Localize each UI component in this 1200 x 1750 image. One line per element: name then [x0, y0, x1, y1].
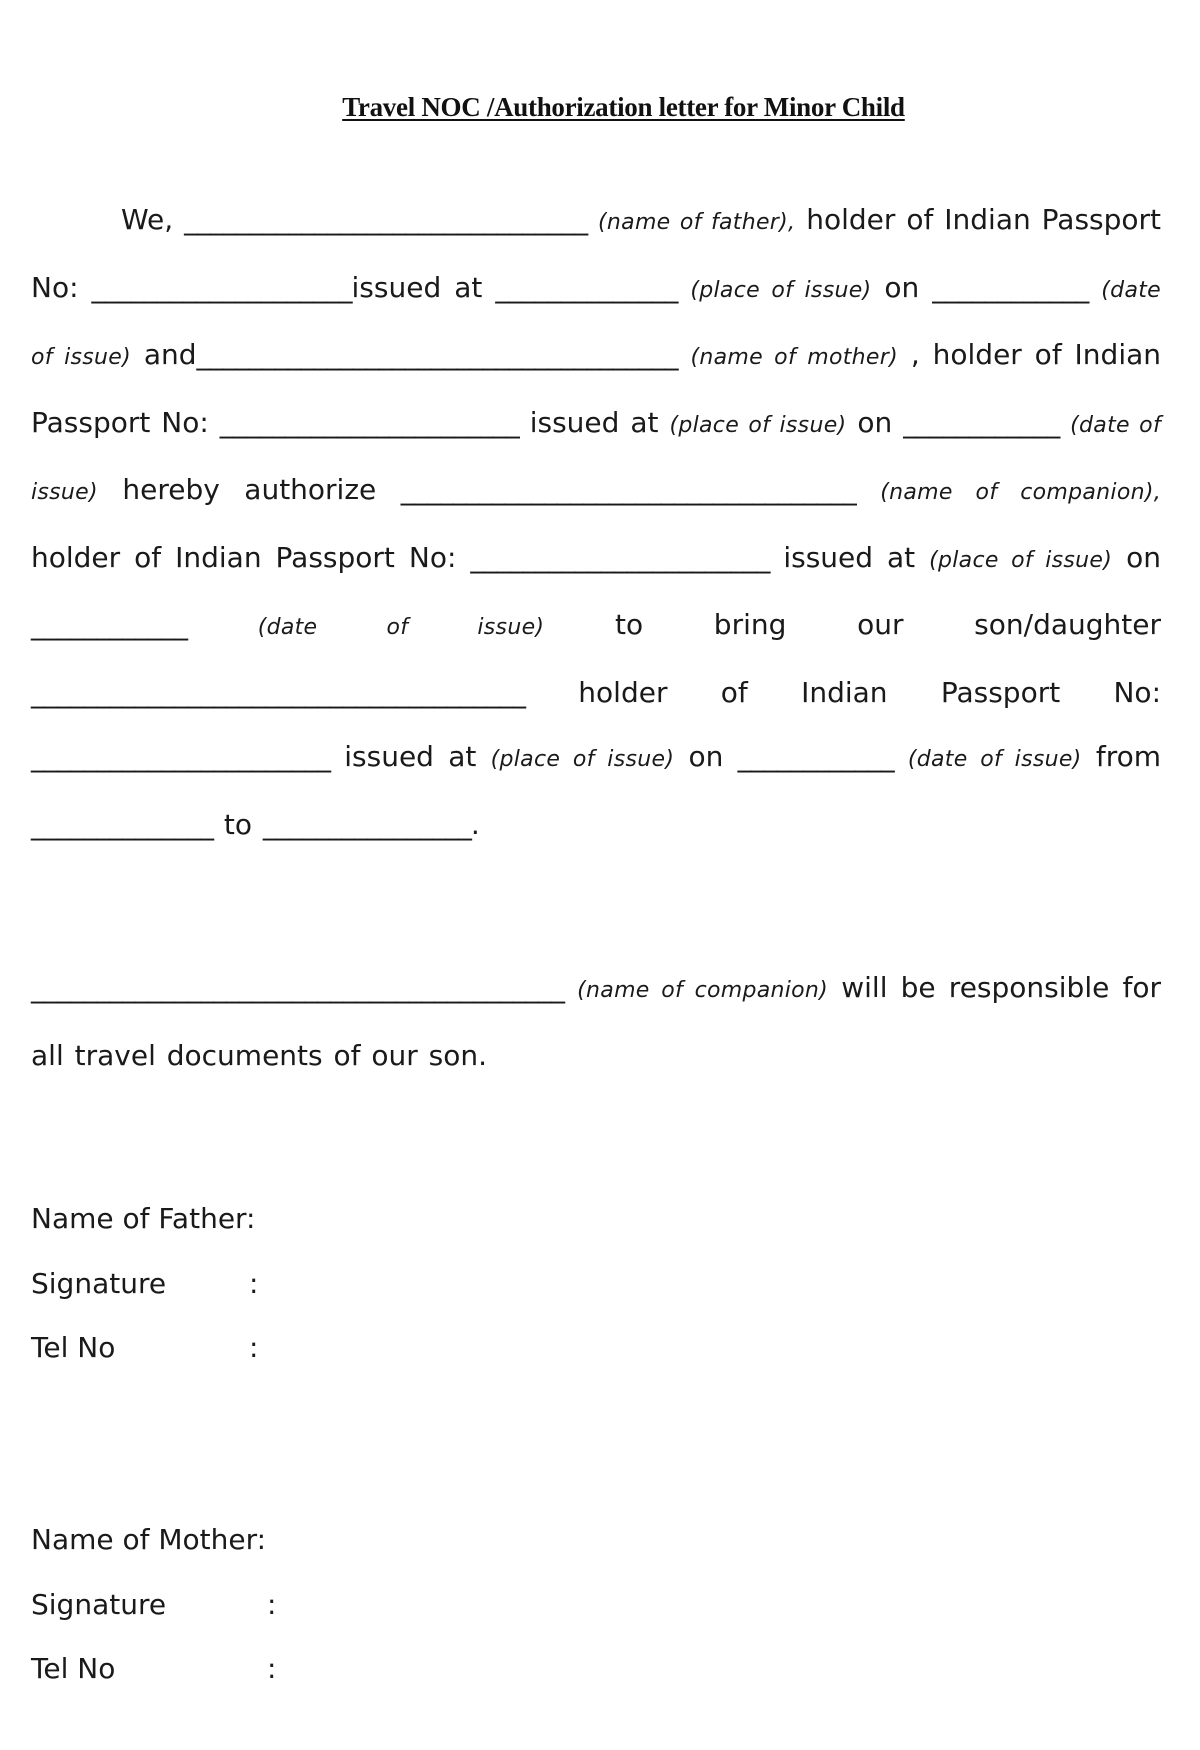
- fill-in-blank: ____________: [903, 405, 1060, 439]
- document-title: Travel NOC /Authorization letter for Minor Child: [342, 92, 905, 122]
- field-hint: (place of issue): [669, 412, 847, 438]
- mother-signature-colon: :: [267, 1587, 277, 1621]
- text-run: hereby authorize: [97, 473, 401, 506]
- field-hint: (name of father),: [598, 210, 796, 235]
- fill-in-blank: _______________________________: [184, 203, 588, 236]
- fill-in-blank: ____________: [737, 740, 894, 773]
- text-run: issued at: [351, 270, 496, 304]
- text-run: issued at: [518, 405, 670, 439]
- fill-in-blank: _________________________________________: [31, 971, 564, 1004]
- fill-in-blank: ____________: [932, 270, 1089, 304]
- field-hint: (place of issue): [929, 547, 1113, 573]
- field-hint: (place of issue): [690, 277, 872, 303]
- father-tel-colon: :: [249, 1331, 259, 1364]
- fill-in-blank: ______________________________________: [31, 675, 525, 709]
- authorization-paragraph: [31, 188, 1161, 857]
- text-run: from: [1081, 740, 1161, 773]
- field-hint: (date of issue): [31, 412, 1161, 505]
- mother-tel-label: Tel No: [31, 1652, 116, 1685]
- field-hint: (name of mother): [690, 345, 898, 370]
- text-run: [1088, 271, 1101, 304]
- mother-signature-row: [31, 1573, 277, 1638]
- text-run: holder of Indian Passport No:: [31, 203, 1162, 304]
- fill-in-blank: ______________: [31, 807, 213, 841]
- text-run: to: [213, 807, 263, 841]
- father-signature-colon: :: [249, 1266, 259, 1300]
- text-run: [894, 740, 908, 773]
- text-run: holder of Indian Passport No:: [525, 675, 1161, 709]
- text-run: .: [470, 807, 480, 841]
- field-hint: (place of issue): [490, 747, 675, 772]
- mother-tel-row: [31, 1637, 277, 1702]
- text-run: on: [1112, 540, 1161, 574]
- responsibility-paragraph: [31, 956, 1161, 1088]
- fill-in-blank: _______________________: [219, 405, 519, 439]
- text-run: to bring our son/daughter: [544, 608, 1161, 641]
- text-run: on: [846, 405, 904, 439]
- text-run: [187, 608, 258, 641]
- text-run: [1059, 406, 1070, 439]
- field-hint: (date of issue): [907, 747, 1082, 772]
- text-run: issued at: [769, 540, 930, 574]
- mother-signature-block: [31, 1508, 277, 1702]
- field-hint: (name of companion),: [880, 480, 1161, 505]
- field-hint: (date of issue): [31, 277, 1161, 370]
- text-run: and: [130, 338, 197, 371]
- mother-signature-label: Signature: [31, 1587, 167, 1621]
- father-name-label: Name of Father:: [31, 1202, 256, 1235]
- text-run: [564, 971, 577, 1004]
- fill-in-blank: ____________: [31, 608, 187, 641]
- father-signature-label: Signature: [31, 1266, 167, 1300]
- text-run: [677, 271, 690, 304]
- fill-in-blank: _____________________________________: [196, 338, 678, 371]
- fill-in-blank: ______________: [495, 270, 678, 304]
- text-run: We,: [121, 203, 185, 236]
- text-run: will be responsible for all travel documents of our son.: [31, 971, 1161, 1072]
- text-run: holder of Indian Passport No:: [31, 540, 471, 574]
- mother-tel-colon: :: [267, 1652, 277, 1685]
- fill-in-blank: ________________: [262, 807, 471, 841]
- fill-in-blank: ____________________: [91, 270, 352, 304]
- mother-name-row: [31, 1508, 266, 1573]
- text-run: [587, 203, 598, 236]
- father-signature-row: [31, 1252, 259, 1317]
- fill-in-blank: ___________________________________: [400, 473, 856, 506]
- text-run: issued at: [330, 740, 491, 773]
- text-run: [678, 338, 691, 371]
- fill-in-blank: _______________________: [470, 540, 770, 574]
- father-signature-block: [31, 1187, 259, 1381]
- text-run: [856, 473, 880, 506]
- text-run: on: [871, 270, 933, 304]
- father-tel-label: Tel No: [31, 1331, 116, 1364]
- fill-in-blank: _______________________: [31, 740, 330, 773]
- father-tel-row: [31, 1316, 259, 1381]
- field-hint: (date of issue): [257, 615, 545, 640]
- text-run: on: [674, 740, 738, 773]
- text-run: , holder of Indian Passport No:: [31, 338, 1162, 439]
- mother-name-label: Name of Mother:: [31, 1523, 267, 1556]
- father-name-row: [31, 1187, 256, 1252]
- field-hint: (name of companion): [577, 978, 829, 1003]
